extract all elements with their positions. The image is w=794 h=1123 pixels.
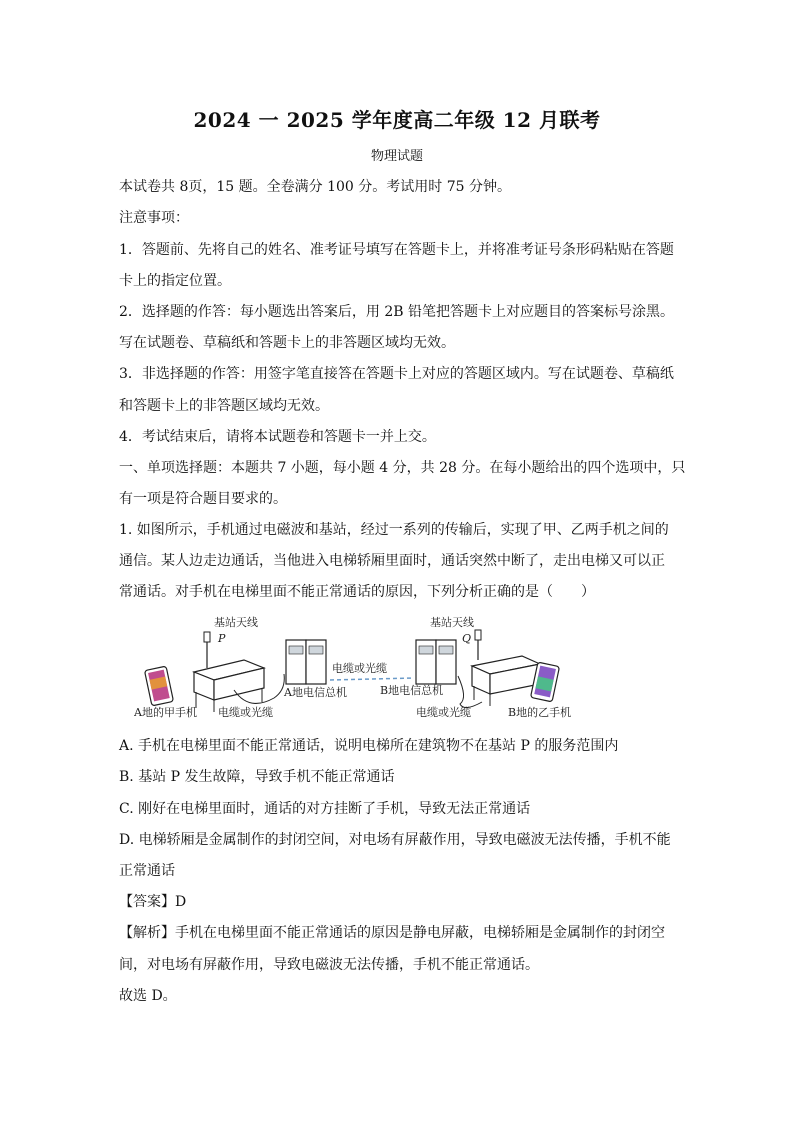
phone-a-label: A地的甲手机 bbox=[134, 706, 197, 719]
notice-line: 写在试题卷、草稿纸和答题卡上的非答题区域均无效。 bbox=[119, 335, 455, 351]
question-text: 通信。某人边走边通话，当他进入电梯轿厢里面时，通话突然中断了，走出电梯又可以正 bbox=[119, 553, 665, 569]
question-text: 1. 如图所示，手机通过电磁波和基站，经过一系列的传输后，实现了甲、乙两手机之间的 bbox=[119, 522, 669, 538]
phone-b-label: B地的乙手机 bbox=[508, 706, 572, 719]
antenna-right-icon bbox=[475, 630, 481, 660]
phone-left-icon bbox=[144, 666, 173, 706]
notice-line: 和答题卡上的非答题区域均无效。 bbox=[119, 398, 329, 414]
notice-line: 4．考试结束后，请将本试题卷和答题卡一并上交。 bbox=[119, 429, 436, 445]
p-label: P bbox=[218, 632, 226, 645]
question-text: 常通话。对手机在电梯里面不能正常通话的原因，下列分析正确的是（ ） bbox=[119, 584, 595, 600]
q-label: Q bbox=[462, 632, 472, 645]
exchange-a-icon bbox=[286, 640, 326, 684]
option-d: D. 电梯轿厢是金属制作的封闭空间，对电场有屏蔽作用，导致电磁波无法传播，手机不能 bbox=[119, 832, 671, 848]
option-c: C. 刚好在电梯里面时，通话的对方挂断了手机，导致无法正常通话 bbox=[119, 801, 531, 817]
communication-diagram bbox=[134, 612, 594, 724]
notice-line: 卡上的指定位置。 bbox=[119, 273, 231, 289]
antenna-left-icon bbox=[204, 632, 210, 668]
section-heading: 一、单项选择题：本题共 7 小题，每小题 4 分，共 28 分。在每小题给出的四个选项中，只 bbox=[119, 460, 686, 476]
cable-right-label: 电缆或光缆 bbox=[416, 706, 471, 719]
answer-text: 【答案】D bbox=[119, 894, 187, 910]
base-station-right-icon bbox=[472, 656, 540, 706]
exchange-b-label: B地电信总机 bbox=[380, 684, 444, 697]
notice-line: 2．选择题的作答：每小题选出答案后，用 2B 铅笔把答题卡上对应题目的答案标号涂黑。 bbox=[119, 304, 675, 320]
cable-center-label: 电缆或光缆 bbox=[332, 662, 387, 675]
option-a: A. 手机在电梯里面不能正常通话，说明电梯所在建筑物不在基站 P 的服务范围内 bbox=[119, 738, 619, 754]
antenna-left-label: 基站天线 bbox=[214, 616, 258, 629]
exchange-a-label: A地电信总机 bbox=[284, 686, 347, 699]
base-station-left-icon bbox=[194, 660, 264, 712]
exchange-b-icon bbox=[416, 640, 456, 684]
exam-title: 2024 一 2025 学年度高二年级 12 月联考 bbox=[193, 108, 601, 132]
notice-line: 1．答题前、先将自己的姓名、准考证号填写在答题卡上，并将准考证号条形码粘贴在答题 bbox=[119, 242, 674, 258]
notice-line: 3．非选择题的作答：用签字笔直接答在答题卡上对应的答题区域内。写在试题卷、草稿纸 bbox=[119, 366, 674, 382]
analysis-text: 【解析】手机在电梯里面不能正常通话的原因是静电屏蔽，电梯轿厢是金属制作的封闭空 bbox=[119, 925, 665, 941]
analysis-text: 故选 D。 bbox=[119, 988, 177, 1004]
analysis-text: 间，对电场有屏蔽作用，导致电磁波无法传播，手机不能正常通话。 bbox=[119, 957, 539, 973]
section-heading: 有一项是符合题目要求的。 bbox=[119, 491, 287, 507]
option-d-cont: 正常通话 bbox=[119, 863, 175, 879]
antenna-right-label: 基站天线 bbox=[430, 616, 474, 629]
exam-subtitle: 物理试题 bbox=[370, 149, 423, 164]
intro-text: 本试卷共 8页，15 题。全卷满分 100 分。考试用时 75 分钟。 bbox=[119, 179, 511, 195]
cable-left-label: 电缆或光缆 bbox=[218, 706, 273, 719]
option-b: B. 基站 P 发生故障，导致手机不能正常通话 bbox=[119, 769, 395, 785]
notice-heading: 注意事项： bbox=[119, 210, 189, 226]
